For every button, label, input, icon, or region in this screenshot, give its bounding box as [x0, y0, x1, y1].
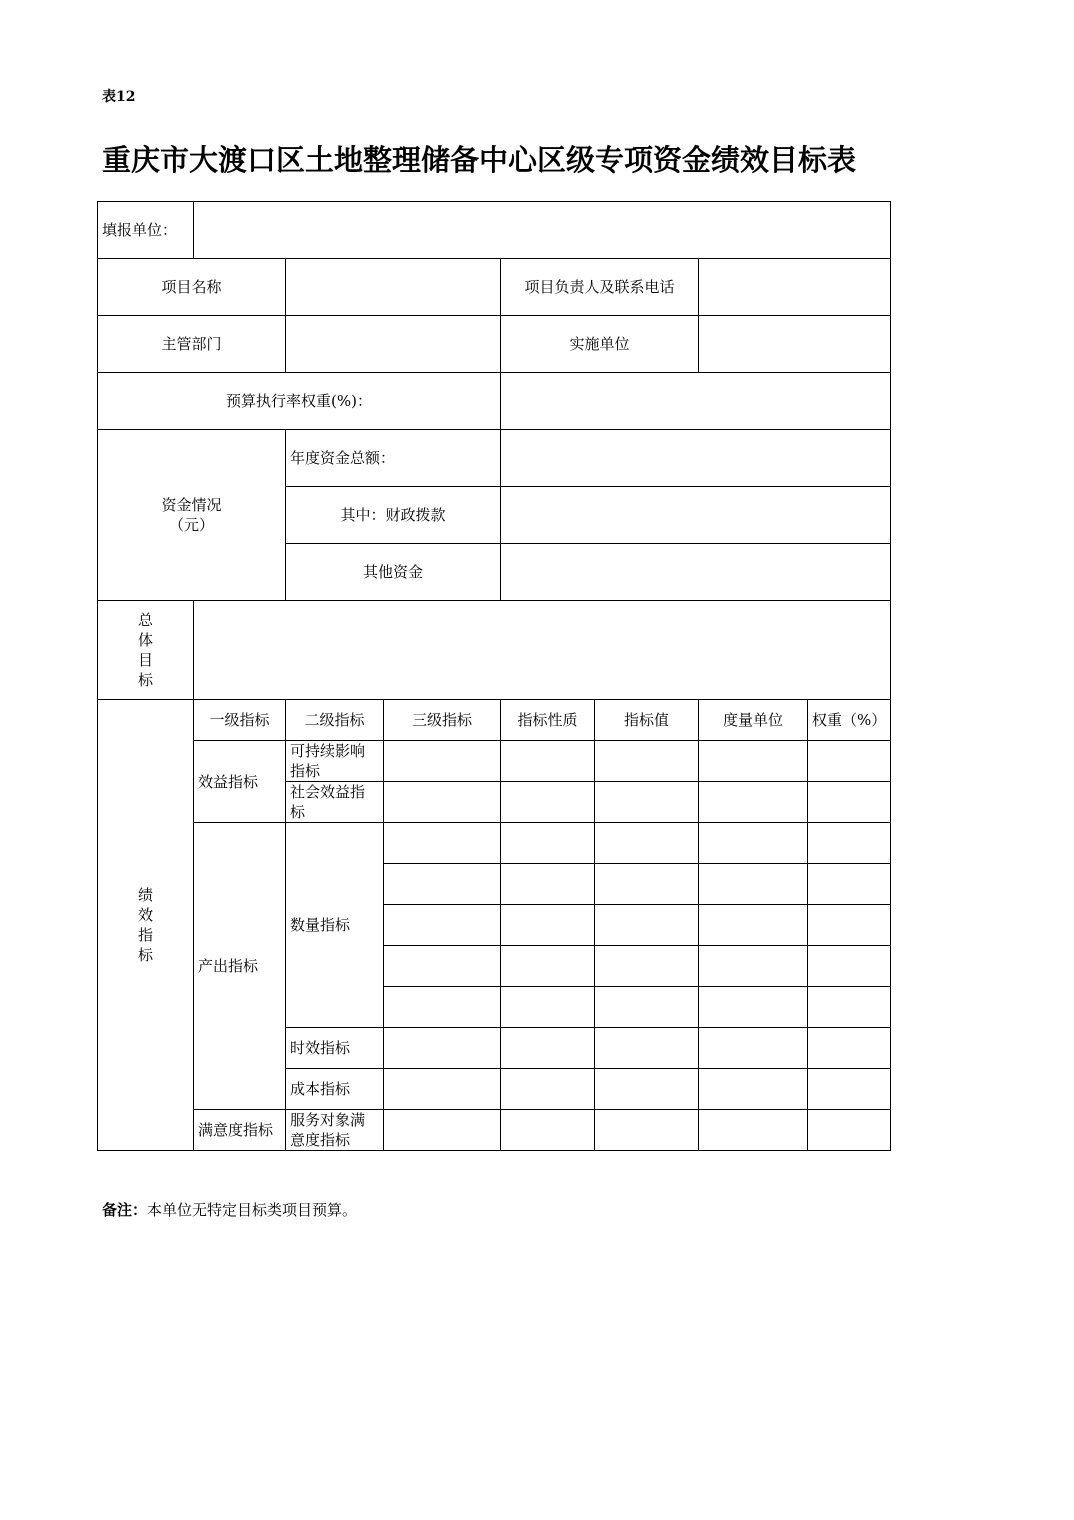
timeliness-indicator: 时效指标 — [286, 1028, 384, 1069]
header-nature: 指标性质 — [501, 700, 595, 741]
cell[interactable] — [384, 864, 501, 905]
filling-unit-label: 填报单位： — [98, 202, 194, 259]
funds-label-cell — [98, 430, 286, 601]
dept-field[interactable] — [286, 316, 501, 373]
cell[interactable] — [808, 946, 891, 987]
header-weight: 权重（%） — [808, 700, 891, 741]
cell[interactable] — [595, 1110, 699, 1151]
funds-label: 资金情况 — [161, 496, 222, 514]
cell[interactable] — [595, 1069, 699, 1110]
table-row — [98, 823, 891, 864]
cell[interactable] — [501, 946, 595, 987]
budget-weight-label: 预算执行率权重(%)： — [98, 373, 501, 430]
performance-target-table — [97, 201, 891, 1151]
table-row — [98, 1110, 891, 1151]
header-unit: 度量单位 — [699, 700, 808, 741]
cell[interactable] — [808, 905, 891, 946]
cell[interactable] — [384, 823, 501, 864]
benefit-indicator: 效益指标 — [194, 741, 286, 823]
cell[interactable] — [808, 1028, 891, 1069]
fiscal-field[interactable] — [501, 487, 891, 544]
cell[interactable] — [501, 1028, 595, 1069]
overall-goal-label: 总 体 目 标 — [98, 601, 194, 700]
table-number: 表12 — [102, 89, 136, 105]
cell[interactable] — [595, 987, 699, 1028]
cell[interactable] — [384, 946, 501, 987]
cell[interactable] — [699, 864, 808, 905]
cell[interactable] — [595, 905, 699, 946]
remark — [102, 1199, 357, 1220]
cell[interactable] — [808, 823, 891, 864]
remark-label: 备注： — [102, 1201, 148, 1219]
table-row — [98, 741, 891, 782]
cell[interactable] — [808, 1069, 891, 1110]
annual-total-field[interactable] — [501, 430, 891, 487]
cell[interactable] — [501, 1069, 595, 1110]
cell[interactable] — [699, 1028, 808, 1069]
filling-unit-field[interactable] — [194, 202, 891, 259]
cell[interactable] — [501, 741, 595, 782]
cell[interactable] — [808, 864, 891, 905]
project-name-field[interactable] — [286, 259, 501, 316]
project-name-label: 项目名称 — [98, 259, 286, 316]
project-leader-field[interactable] — [699, 259, 891, 316]
cell[interactable] — [595, 823, 699, 864]
cell[interactable] — [595, 741, 699, 782]
social-indicator: 社会效益指标 — [286, 782, 384, 823]
satisfaction-indicator: 满意度指标 — [194, 1110, 286, 1151]
header-value: 指标值 — [595, 700, 699, 741]
cell[interactable] — [384, 987, 501, 1028]
fiscal-label: 其中：财政拨款 — [286, 487, 501, 544]
header-level3: 三级指标 — [384, 700, 501, 741]
sustainable-indicator: 可持续影响指标 — [286, 741, 384, 782]
other-funds-field[interactable] — [501, 544, 891, 601]
cell[interactable] — [595, 946, 699, 987]
cell[interactable] — [808, 1110, 891, 1151]
impl-unit-field[interactable] — [699, 316, 891, 373]
service-satisfaction-indicator: 服务对象满意度指标 — [286, 1110, 384, 1151]
cell[interactable] — [501, 782, 595, 823]
cell[interactable] — [501, 864, 595, 905]
cell[interactable] — [808, 782, 891, 823]
cell[interactable] — [699, 1110, 808, 1151]
quantity-indicator: 数量指标 — [286, 823, 384, 1028]
cell[interactable] — [699, 1069, 808, 1110]
cell[interactable] — [699, 987, 808, 1028]
cell[interactable] — [808, 987, 891, 1028]
impl-unit-label: 实施单位 — [501, 316, 699, 373]
cell[interactable] — [699, 782, 808, 823]
cell[interactable] — [384, 905, 501, 946]
cell[interactable] — [384, 1028, 501, 1069]
cell[interactable] — [595, 1028, 699, 1069]
overall-goal-field[interactable] — [194, 601, 891, 700]
funds-unit: （元） — [168, 516, 214, 534]
cell[interactable] — [501, 823, 595, 864]
cell[interactable] — [384, 1110, 501, 1151]
cell[interactable] — [384, 1069, 501, 1110]
cell[interactable] — [501, 987, 595, 1028]
annual-total-label: 年度资金总额： — [286, 430, 501, 487]
cost-indicator: 成本指标 — [286, 1069, 384, 1110]
cell[interactable] — [595, 864, 699, 905]
cell[interactable] — [384, 782, 501, 823]
output-indicator: 产出指标 — [194, 823, 286, 1110]
cell[interactable] — [699, 741, 808, 782]
page-title: 重庆市大渡口区土地整理储备中心区级专项资金绩效目标表 — [102, 143, 857, 177]
cell[interactable] — [501, 905, 595, 946]
cell[interactable] — [808, 741, 891, 782]
header-level1: 一级指标 — [194, 700, 286, 741]
project-leader-label: 项目负责人及联系电话 — [501, 259, 699, 316]
cell[interactable] — [501, 1110, 595, 1151]
cell[interactable] — [699, 823, 808, 864]
cell[interactable] — [384, 741, 501, 782]
perf-indicator-label: 绩 效 指 标 — [98, 700, 194, 1151]
cell[interactable] — [699, 905, 808, 946]
cell[interactable] — [699, 946, 808, 987]
header-level2: 二级指标 — [286, 700, 384, 741]
cell[interactable] — [595, 782, 699, 823]
dept-label: 主管部门 — [98, 316, 286, 373]
remark-text: 本单位无特定目标类项目预算。 — [147, 1201, 358, 1219]
other-funds-label: 其他资金 — [286, 544, 501, 601]
budget-weight-field[interactable] — [501, 373, 891, 430]
